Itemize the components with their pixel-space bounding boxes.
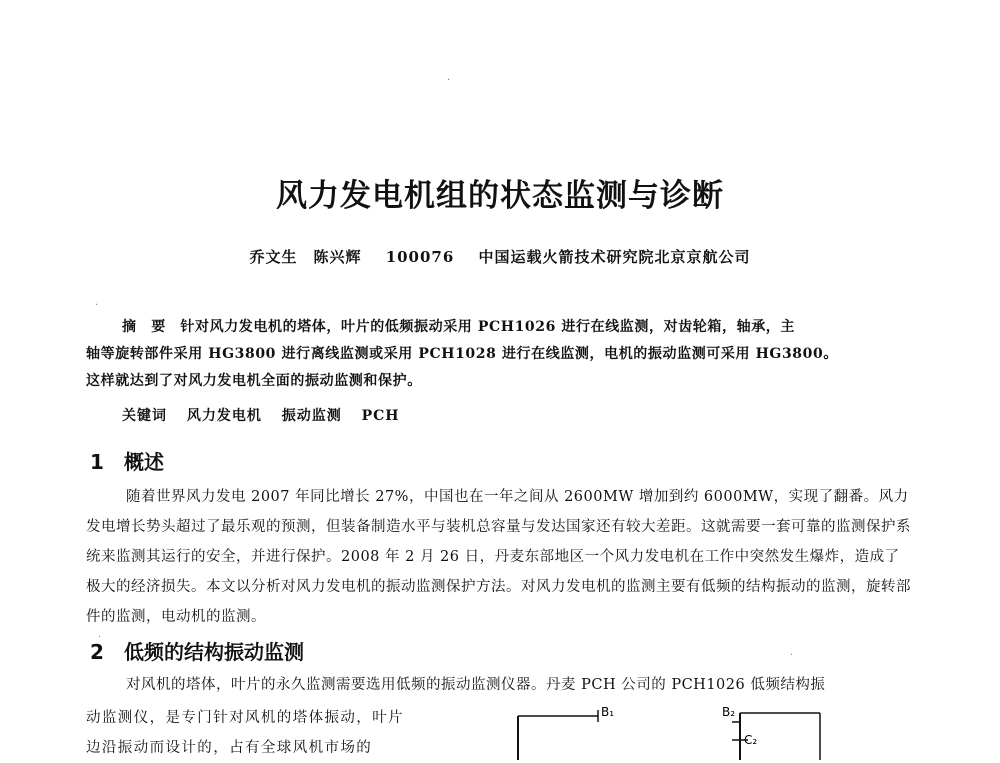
abstract-line: 这样就达到了对风力发电机全面的振动监测和保护。: [86, 373, 422, 389]
section-1-heading: [90, 446, 164, 475]
keywords-label: 关键词: [122, 408, 167, 424]
author-names: 乔文生 陈兴辉: [249, 248, 362, 266]
label-c2: C₂: [744, 733, 758, 747]
author-affiliation: 中国运载火箭技术研究院北京京航公司: [478, 248, 751, 266]
keyword: 振动监测: [281, 408, 342, 424]
section-2-paragraph-line: 对风机的塔体，叶片的永久监测需要选用低频的振动监测仪器。丹麦 PCH 公司的 PCH1026 低频结构振: [126, 677, 826, 693]
scan-speck: ·: [98, 632, 102, 643]
section-number: 1: [90, 450, 104, 474]
paragraph-line: 边沿振动而设计的，占有全球风机市场的: [86, 740, 373, 756]
author-postcode: 100076: [385, 248, 455, 266]
section-2-paragraph-wrap: [86, 703, 466, 763]
scan-speck: ·: [790, 650, 794, 661]
section-title: 概述: [124, 450, 164, 474]
abstract-line: 轴等旋转部件采用 HG3800 进行离线监测或采用 PCH1028 进行在线监测，电机的振动监测可采用 HG3800。: [86, 346, 838, 362]
paper-title: 风力发电机组的状态监测与诊断: [276, 178, 724, 214]
keywords: [122, 405, 414, 425]
section-title: 低频的结构振动监测: [124, 640, 304, 664]
scan-speck: ·: [447, 75, 451, 86]
circuit-figure: [510, 700, 830, 760]
keyword: 风力发电机: [186, 408, 262, 424]
paragraph-line: 动监测仪，是专门针对风机的塔体振动，叶片: [86, 710, 404, 726]
section-1-paragraph: 随着世界风力发电 2007 年同比增长 27%，中国也在一年之间从 2600MW 增加到约 6000MW，实现了翻番。风力发电增长势头超过了最乐观的预测，但装备制造水平与装机总容量与发达国家还有较大差距。这就需要一套可靠的监测保护系统来监测其运行的安全，并进行保护。2008 年 2 月 26 日，丹麦东部地区一个风力发电机在工作中突然发生爆炸，造成了极大的经济损失。本文以分析对风力发电机的振动监测保护方法。对风力发电机的监测主要有低频的结构振动的监测，旋转部件的监测，电动机的监测。: [86, 489, 911, 625]
author-line: [0, 246, 1000, 267]
abstract-line: 摘 要 针对风力发电机的塔体，叶片的低频振动采用 PCH1026 进行在线监测，对齿轮箱，轴承，主: [122, 319, 796, 335]
section-2-heading: [90, 636, 304, 665]
label-b1: B₁: [601, 705, 615, 719]
abstract: [86, 314, 914, 395]
section-number: 2: [90, 640, 104, 664]
scan-speck: ·: [95, 300, 99, 311]
label-b2: B₂: [722, 705, 736, 719]
keyword: PCH: [361, 408, 400, 424]
